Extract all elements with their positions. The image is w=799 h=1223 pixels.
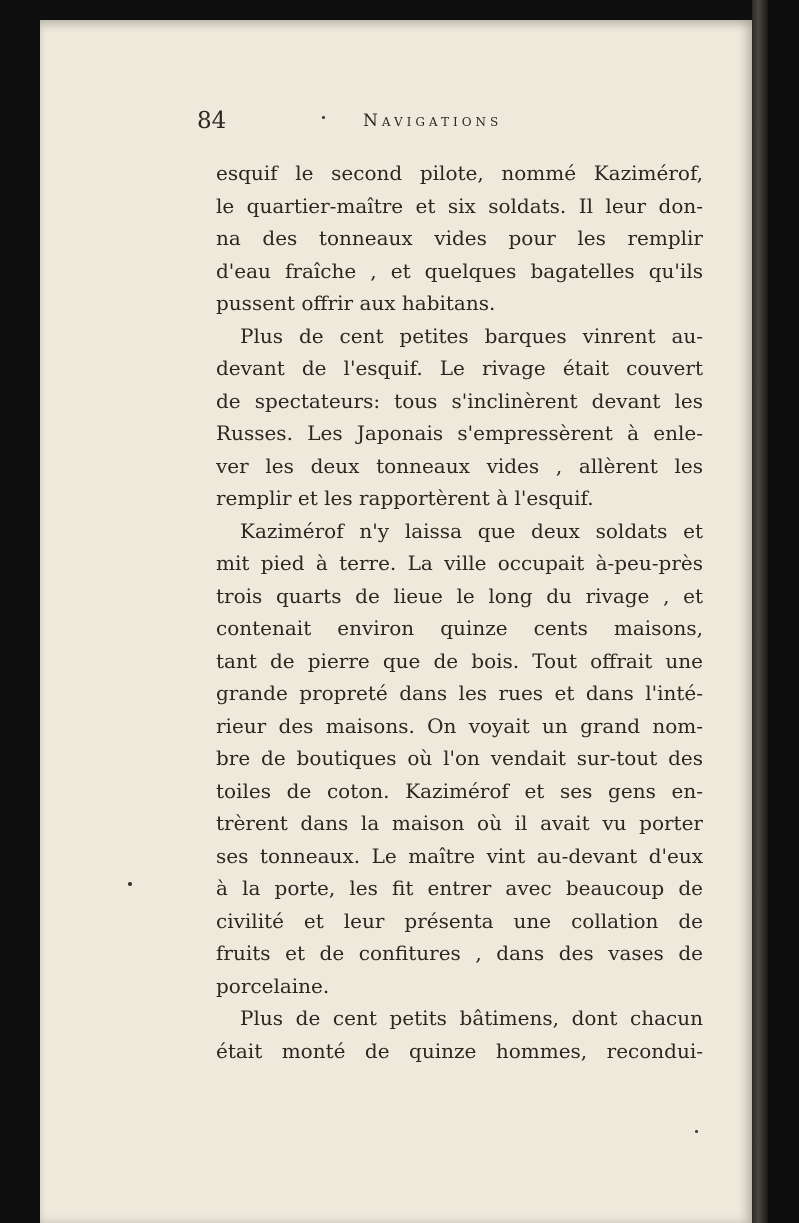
text-line: Russes. Les Japonais s'empressèrent à enle- <box>216 421 703 445</box>
text-line: trois quarts de lieue le long du rivage , et <box>216 583 703 608</box>
text-line: mit pied à terre. La ville occupait à-peu-près <box>216 551 703 575</box>
text-line: ses tonneaux. Le maître vint au-devant d'eux <box>216 843 703 868</box>
text-line: de spectateurs: tous s'inclinèrent devant les <box>216 388 703 413</box>
text-line: esquif le second pilote, nommé Kazimérof, <box>216 161 703 185</box>
text-line: grande propreté dans les rues et dans l'inté- <box>216 681 703 705</box>
running-head: Navigations <box>363 111 503 131</box>
text-line: pussent offrir aux habitans. <box>216 291 496 315</box>
text-line: Plus de cent petites barques vinrent au- <box>240 323 703 348</box>
text-line: porcelaine. <box>216 973 330 998</box>
text-line: le quartier-maître et six soldats. Il leur don- <box>216 193 703 218</box>
text-line: à la porte, les fit entrer avec beaucoup de <box>216 876 703 900</box>
text-line: remplir et les rapportèrent à l'esquif. <box>216 486 594 510</box>
background-edge <box>768 0 799 1223</box>
text-line: d'eau fraîche , et quelques bagatelles qu'ils <box>216 258 703 283</box>
paper-speck <box>322 116 325 119</box>
book-page <box>40 20 752 1223</box>
text-line: bre de boutiques où l'on vendait sur-tout des <box>216 746 703 770</box>
text-line: trèrent dans la maison où il avait vu porter <box>216 811 703 835</box>
text-line: Plus de cent petits bâtimens, dont chacun <box>240 1006 703 1030</box>
text-line: Kazimérof n'y laissa que deux soldats et <box>240 518 703 543</box>
paper-speck <box>128 882 132 886</box>
text-line: ver les deux tonneaux vides , allèrent les <box>216 453 703 478</box>
text-line: civilité et leur présenta une collation de <box>216 908 703 933</box>
page-number: 84 <box>197 108 227 134</box>
body-text <box>216 157 703 1067</box>
text-line: fruits et de confitures , dans des vases de <box>216 941 703 965</box>
book-gutter-edge <box>752 0 768 1223</box>
text-line: devant de l'esquif. Le rivage était couvert <box>216 356 703 380</box>
text-line: rieur des maisons. On voyait un grand nom- <box>216 713 703 738</box>
text-line: était monté de quinze hommes, recondui- <box>216 1038 703 1063</box>
paper-speck <box>695 1130 698 1133</box>
text-line: tant de pierre que de bois. Tout offrait une <box>216 648 703 673</box>
text-line: toiles de coton. Kazimérof et ses gens en- <box>216 778 703 803</box>
text-line: na des tonneaux vides pour les remplir <box>216 226 703 250</box>
text-line: contenait environ quinze cents maisons, <box>216 616 703 640</box>
